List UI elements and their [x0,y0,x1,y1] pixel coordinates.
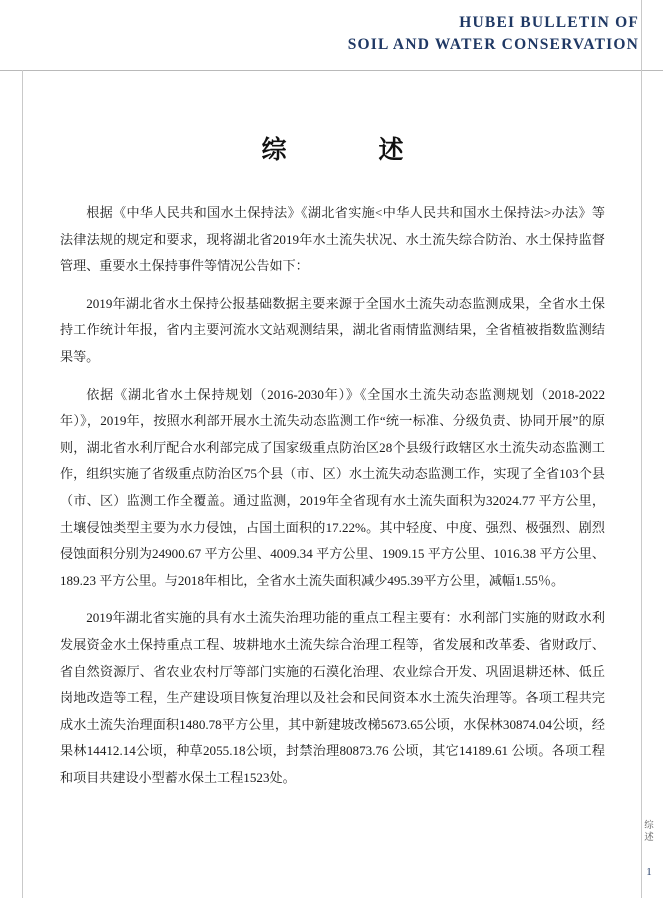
document-body [60,130,605,793]
paragraph: 2019年湖北省实施的具有水土流失治理功能的重点工程主要有：水利部门实施的财政水利发展资金水土保持重点工程、坡耕地水土流失综合治理工程等，省发展和改革委、省财政厅、省自然资源厅、省农业农村厅等部门实施的石漠化治理、农业综合开发、巩固退耕还林、低丘岗地改造等工程，生产建设项目恢复治理以及社会和民间资本水土流失治理等。各项工程共完成水土流失治理面积1480.78平方公里，其中新建坡改梯5673.65公顷，水保林30874.04公顷，经果林14412.14公顷，种草2055.18公顷，封禁治理80873.76 公顷，其它14189.61 公顷。各项工程和项目共建设小型蓄水保土工程1523处。 [60,610,605,785]
right-margin-rule [641,0,642,898]
publication-title-line1: HUBEI BULLETIN OF [459,14,639,31]
publication-title [348,12,639,56]
page-number: 1 [646,866,652,878]
header-divider [0,70,663,71]
page-title: 综 述 [261,137,418,164]
paragraph: 2019年湖北省水土保持公报基础数据主要来源于全国水土流失动态监测成果，全省水土保持工作统计年报，省内主要河流水文站观测结果，湖北省雨情监测结果，全省植被指数监测结果等。 [60,295,605,364]
paragraph: 依据《湖北省水土保持规划（2016-2030年）》《全国水土流失动态监测规划（2018-2022年）》，2019年，按照水利部开展水土流失动态监测工作“统一标准、分级负责、协同开展”的原则，湖北省水利厅配合水利部完成了国家级重点防治区28个县级行政辖区水土流失动态监测工作，组织实施了省级重点防治区75个县（市、区）水土流失动态监测工作，实现了全省103个县（市、区）监测工作全覆盖。通过监测，2019年全省现有水土流失面积为32024.77 平方公里，土壤侵蚀类型主要为水力侵蚀，占国土面积的17.22%。其中轻度、中度、强烈、极强烈、剧烈侵蚀面积分别为24900.67 平方公里、4009.34 平方公里、1909.15 平方公里、1016.38 平方公里、189.23 平方公里。与2018年相比，全省水土流失面积减少495.39平方公里，减幅1.55％。 [60,386,605,588]
section-side-label: 综述 [644,821,654,843]
left-margin-rule [22,70,23,898]
paragraph: 根据《中华人民共和国水土保持法》《湖北省实施<中华人民共和国水土保持法>办法》等法律法规的规定和要求，现将湖北省2019年水土流失状况、水土流失综合防治、水土保持监督管理、重要水土保持事件等情况公告如下： [60,205,605,274]
publication-title-line2: SOIL AND WATER CONSERVATION [347,36,639,53]
page-header [0,0,663,70]
